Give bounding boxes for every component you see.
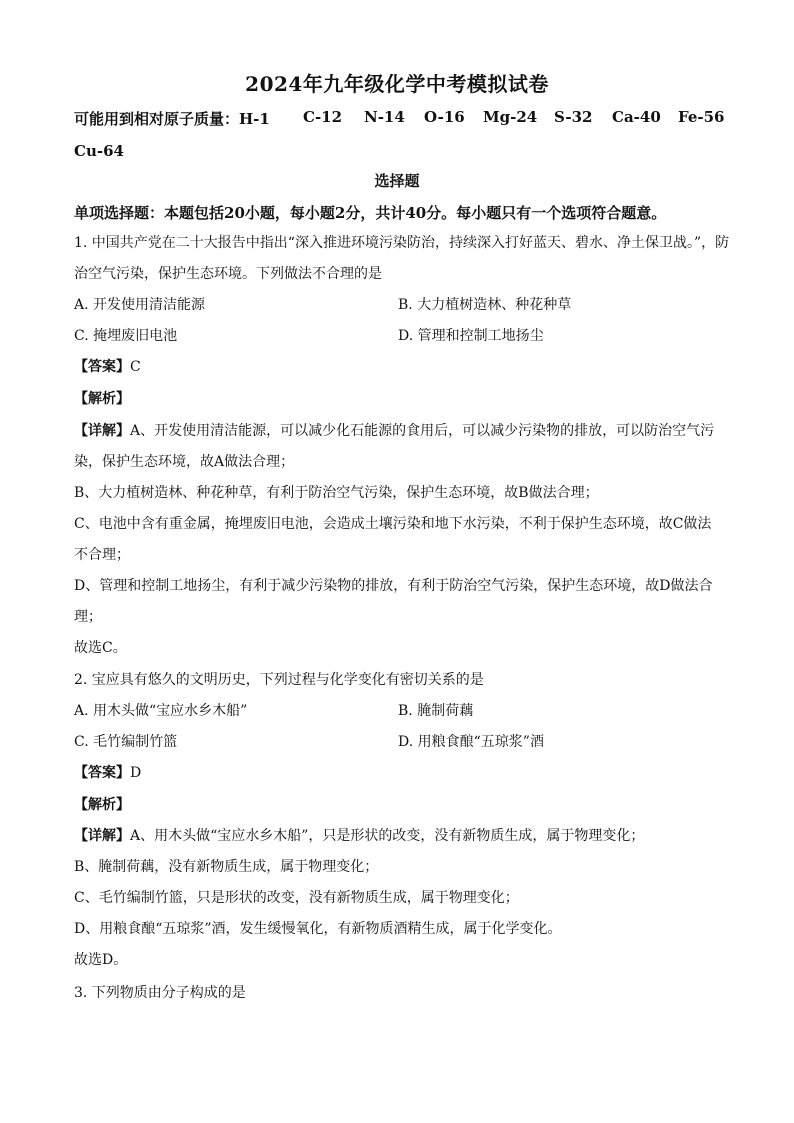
detail-text: A、开发使用清洁能源，可以减少化石能源的食用后，可以减少污染物的排放，可以防治空气污 <box>130 423 715 439</box>
q1-detail-line-2: 染，保护生态环境，故A做法合理； <box>74 454 295 470</box>
q1-option-b: B. 大力植树造林、种花种草 <box>398 297 572 313</box>
answer-tag: 【答案】 <box>74 765 130 781</box>
q1-stem-line-2: 治空气污染，保护生态环境。下列做法不合理的是 <box>74 266 382 282</box>
atomic-mass-item: Mg-24 <box>483 108 538 126</box>
q1-detail-line-7: 理； <box>74 609 102 625</box>
q2-stem: 2. 宝应具有悠久的文明历史，下列过程与化学变化有密切关系的是 <box>74 672 484 688</box>
atomic-mass-item: O-16 <box>424 108 465 126</box>
detail-tag: 【详解】 <box>74 828 130 844</box>
q2-conclusion: 故选D。 <box>74 952 128 968</box>
section-title: 选择题 <box>374 172 420 190</box>
q2-option-d: D. 用粮食酿“五琼浆”酒 <box>398 734 544 750</box>
q2-option-b: B. 腌制荷藕 <box>398 703 474 719</box>
q1-option-d: D. 管理和控制工地扬尘 <box>398 328 544 344</box>
q1-detail-line-1 <box>74 421 724 441</box>
q2-answer <box>74 763 724 783</box>
q1-detail-line-4: C、电池中含有重金属，掩埋废旧电池，会造成土壤污染和地下水污染，不利于保护生态环境，故C做法 <box>74 516 712 532</box>
q2-detail-line-4: D、用粮食酿“五琼浆”酒，发生缓慢氧化，有新物质酒精生成，属于化学变化。 <box>74 921 562 937</box>
atomic-mass-item: S-32 <box>554 108 593 126</box>
q2-option-a: A. 用木头做“宝应水乡木船” <box>74 703 248 719</box>
q1-option-a: A. 开发使用清洁能源 <box>74 297 206 313</box>
answer-value: C <box>130 359 141 375</box>
q2-analysis-tag <box>74 795 724 815</box>
q1-detail-line-6: D、管理和控制工地扬尘，有利于减少污染物的排放，有利于防治空气污染，保护生态环境，故D做法合 <box>74 578 713 594</box>
atomic-mass-item: N-14 <box>364 108 405 126</box>
answer-tag: 【答案】 <box>74 359 130 375</box>
q1-conclusion: 故选C。 <box>74 640 127 656</box>
analysis-tag: 【解析】 <box>74 797 130 813</box>
q1-detail-line-5: 不合理； <box>74 547 130 563</box>
q1-option-c: C. 掩埋废旧电池 <box>74 328 178 344</box>
atomic-mass-item: Fe-56 <box>678 108 725 126</box>
q2-detail-line-2: B、腌制荷藕，没有新物质生成，属于物理变化； <box>74 859 379 875</box>
detail-text: A、用木头做“宝应水乡木船”，只是形状的改变，没有新物质生成，属于物理变化； <box>130 828 645 844</box>
answer-value: D <box>130 765 142 781</box>
q2-detail-line-3: C、毛竹编制竹篮，只是形状的改变，没有新物质生成，属于物理变化； <box>74 890 519 906</box>
detail-tag: 【详解】 <box>74 423 130 439</box>
q1-stem-line-1: 1. 中国共产党在二十大报告中指出“深入推进环境污染防治，持续深入打好蓝天、碧水、净土保卫战。”，防 <box>74 235 730 251</box>
q1-analysis-tag <box>74 389 724 409</box>
instructions: 单项选择题：本题包括20小题，每小题2分，共计40分。每小题只有一个选项符合题意。 <box>74 204 667 222</box>
atomic-masses-label: 可能用到相对原子质量：H-1 <box>74 110 270 128</box>
atomic-mass-item: Ca-40 <box>612 108 661 126</box>
analysis-tag: 【解析】 <box>74 391 130 407</box>
atomic-mass-item: Cu-64 <box>74 142 124 160</box>
q3-stem: 3. 下列物质由分子构成的是 <box>74 985 246 1001</box>
atomic-mass-item: C-12 <box>303 108 343 126</box>
q1-answer <box>74 357 724 377</box>
q2-detail-line-1 <box>74 826 724 846</box>
q2-option-c: C. 毛竹编制竹篮 <box>74 734 178 750</box>
page-title: 2024年九年级化学中考模拟试卷 <box>245 72 549 96</box>
q1-detail-line-3: B、大力植树造林、种花种草，有利于防治空气污染，保护生态环境，故B做法合理； <box>74 485 599 501</box>
